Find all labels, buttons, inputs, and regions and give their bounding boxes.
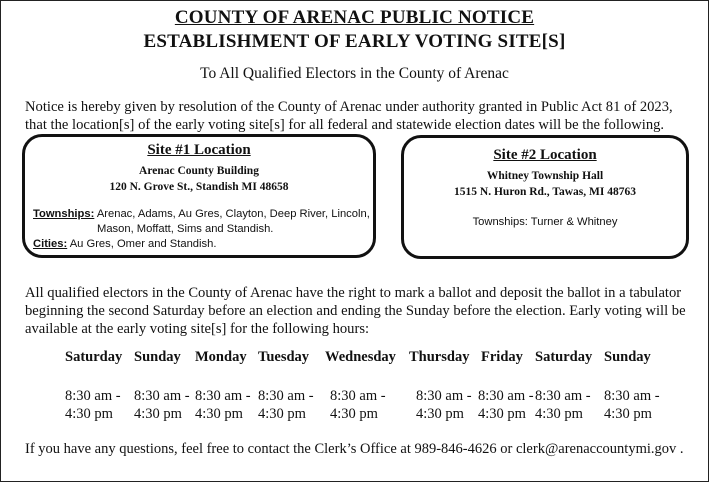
- day-label: Monday: [195, 349, 247, 365]
- intro-paragraph: [25, 98, 687, 134]
- close-time: 4:30 pm: [258, 406, 306, 422]
- close-time: 4:30 pm: [330, 406, 378, 422]
- day-label: Thursday: [409, 349, 470, 365]
- site-address: 120 N. Grove St., Standish MI 48658: [109, 181, 289, 193]
- open-time: 8:30 am -: [330, 388, 386, 404]
- day-hours: [134, 387, 190, 423]
- townships-list: Townships: Turner & Whitney: [472, 216, 618, 228]
- site-1-jurisdictions: [33, 207, 373, 252]
- open-time: 8:30 am -: [65, 388, 121, 404]
- contact-footer: If you have any questions, feel free to contact the Clerk’s Office at 989-846-4626 or clerk@arenaccountymi.gov .: [25, 441, 684, 457]
- schedule-day: [478, 349, 534, 422]
- open-time: 8:30 am -: [134, 388, 190, 404]
- close-time: 4:30 pm: [535, 406, 583, 422]
- close-time: 4:30 pm: [134, 406, 182, 422]
- site-name: Arenac County Building: [139, 165, 259, 177]
- day-label: Wednesday: [325, 349, 396, 365]
- rights-line: available at the early voting site[s] for the following hours:: [25, 321, 370, 337]
- schedule-day: [65, 349, 123, 422]
- day-hours: [604, 387, 660, 423]
- rights-line: beginning the second Saturday before an election and ending the Sunday before the election. Early voting will be: [25, 303, 686, 319]
- open-time: 8:30 am -: [258, 388, 314, 404]
- open-time: 8:30 am -: [195, 388, 251, 404]
- schedule-day: [325, 349, 396, 422]
- day-label: Saturday: [65, 349, 123, 365]
- site-address: 1515 N. Huron Rd., Tawas, MI 48763: [454, 186, 636, 198]
- schedule-day: [134, 349, 190, 422]
- day-hours: [65, 387, 121, 423]
- schedule-day: [409, 349, 472, 422]
- schedule-day: [195, 349, 251, 422]
- open-time: 8:30 am -: [535, 388, 591, 404]
- schedule-day: [604, 349, 660, 422]
- rights-line: All qualified electors in the County of Arenac have the right to mark a ballot and deposit the ballot in a tabulator: [25, 285, 682, 301]
- day-hours: [330, 387, 386, 423]
- day-hours: [478, 387, 534, 423]
- site-2-box: [401, 135, 689, 259]
- day-hours: [195, 387, 251, 423]
- site-title: Site #1 Location: [147, 142, 251, 158]
- day-label: Sunday: [134, 349, 181, 365]
- day-hours: [416, 387, 472, 423]
- day-label: Saturday: [535, 349, 593, 365]
- townships-label: Townships:: [33, 208, 95, 220]
- day-label: Tuesday: [258, 349, 310, 365]
- close-time: 4:30 pm: [478, 406, 526, 422]
- site-title: Site #2 Location: [493, 147, 597, 163]
- day-hours: [258, 387, 314, 423]
- schedule-day: [258, 349, 314, 422]
- day-hours: [535, 387, 591, 423]
- townships-list-continued: Mason, Moffatt, Sims and Standish.: [97, 223, 274, 235]
- schedule-day: [535, 349, 593, 422]
- site-name: Whitney Township Hall: [486, 170, 604, 182]
- intro-line: that the location[s] of the early voting site[s] for all federal and statewide election dates will be the following.: [25, 117, 665, 133]
- open-time: 8:30 am -: [604, 388, 660, 404]
- day-label: Friday: [481, 349, 523, 365]
- cities-row: [33, 237, 373, 252]
- open-time: 8:30 am -: [416, 388, 472, 404]
- cities-list: Au Gres, Omer and Standish.: [67, 238, 217, 250]
- site-1-box: [22, 134, 376, 258]
- close-time: 4:30 pm: [604, 406, 652, 422]
- close-time: 4:30 pm: [65, 406, 113, 422]
- cities-label: Cities:: [33, 238, 68, 250]
- close-time: 4:30 pm: [416, 406, 464, 422]
- rights-paragraph: [25, 284, 687, 338]
- day-label: Sunday: [604, 349, 651, 365]
- notice-title: COUNTY OF ARENAC PUBLIC NOTICE: [174, 7, 535, 28]
- notice-subject-title: ESTABLISHMENT OF EARLY VOTING SITE[S]: [143, 31, 566, 52]
- townships-list: Arenac, Adams, Au Gres, Clayton, Deep River, Lincoln,: [94, 208, 370, 220]
- notice-addressee: To All Qualified Electors in the County of Arenac: [200, 65, 509, 82]
- close-time: 4:30 pm: [195, 406, 243, 422]
- intro-line: Notice is hereby given by resolution of the County of Arenac under authority granted in Public Act 81 of 2023,: [25, 99, 673, 115]
- open-time: 8:30 am -: [478, 388, 534, 404]
- townships-row: [33, 207, 373, 222]
